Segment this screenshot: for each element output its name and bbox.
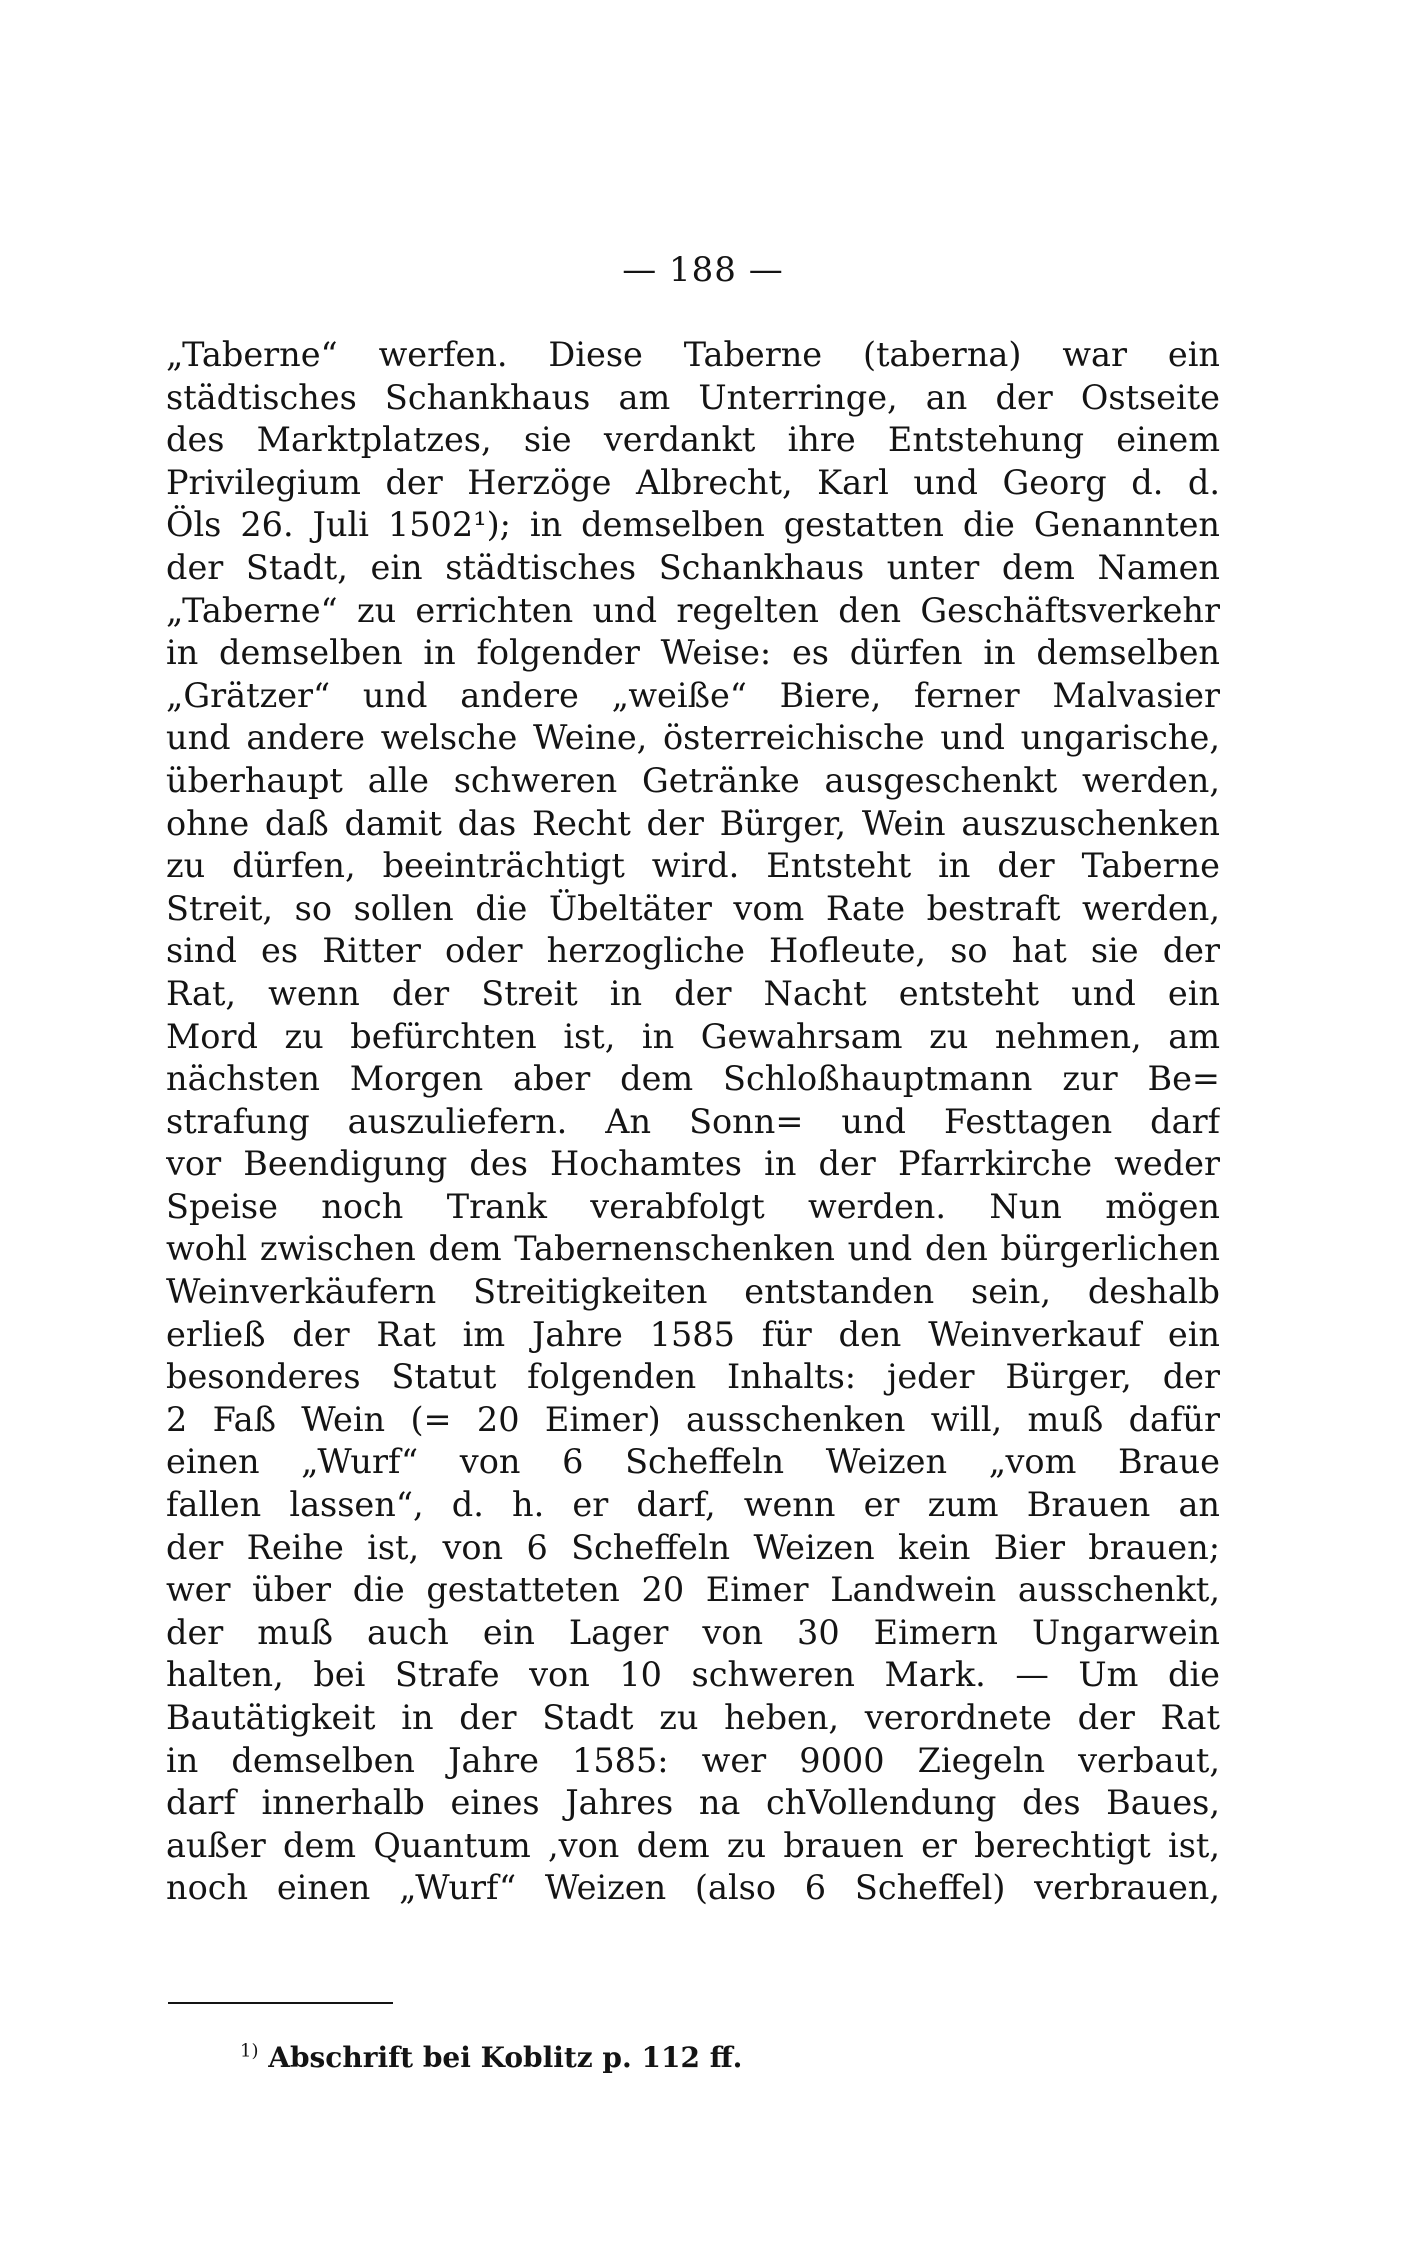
text-line: städtisches Schankhaus am Unterringe, an der Ostseite: [166, 377, 1220, 417]
footnote: [240, 2038, 742, 2078]
text-line: „Taberne“ zu errichten und regelten den Geschäftsverkehr: [166, 590, 1220, 630]
text-line: „Taberne“ werfen. Diese Taberne (taberna) war ein: [166, 335, 1220, 374]
text-line: „Grätzer“ und andere „weiße“ Biere, ferner Malvasier: [166, 675, 1220, 715]
footnote-marker: 1): [240, 2040, 259, 2062]
text-line: zu dürfen, beeinträchtigt wird. Entsteht in der Taberne: [166, 846, 1220, 886]
text-line: der Reihe ist, von 6 Scheffeln Weizen kein Bier brauen;: [166, 1527, 1220, 1567]
text-line: darf innerhalb eines Jahres na chVollendung des Baues,: [166, 1783, 1220, 1823]
text-line: Rat, wenn der Streit in der Nacht entsteht und ein: [166, 973, 1220, 1013]
text-line: des Marktplatzes, sie verdankt ihre Entstehung einem: [166, 420, 1220, 460]
text-line: Weinverkäufern Streitigkeiten entstanden sein, deshalb: [166, 1272, 1220, 1312]
text-line: Bautätigkeit in der Stadt zu heben, verordnete der Rat: [166, 1698, 1220, 1737]
text-line: erließ der Rat im Jahre 1585 für den Weinverkauf ein: [166, 1314, 1220, 1354]
text-line: der Stadt, ein städtisches Schankhaus unter dem Namen: [166, 547, 1220, 587]
body-text: [166, 334, 1220, 1910]
footnote-separator: [168, 2002, 393, 2004]
text-line: Streit, so sollen die Übeltäter vom Rate bestraft werden,: [166, 888, 1220, 928]
text-line: und andere welsche Weine, österreichische und ungarische,: [166, 718, 1220, 758]
text-line: noch einen „Wurf“ Weizen (also 6 Scheffel) verbrauen,: [166, 1868, 1220, 1908]
text-line: vor Beendigung des Hochamtes in der Pfarrkirche weder: [166, 1144, 1220, 1184]
text-line: ohne daß damit das Recht der Bürger, Wein auszuschenken: [166, 803, 1220, 843]
text-line: wer über die gestatteten 20 Eimer Landwein ausschenkt,: [166, 1570, 1220, 1610]
text-line: in demselben Jahre 1585: wer 9000 Ziegeln verbaut,: [166, 1740, 1220, 1780]
text-line: der muß auch ein Lager von 30 Eimern Ungarwein: [166, 1612, 1220, 1652]
text-line: außer dem Quantum ,von dem zu brauen er berechtigt ist,: [166, 1825, 1220, 1865]
text-line: nächsten Morgen aber dem Schloßhauptmann zur Be=: [166, 1059, 1220, 1099]
page-number: — 188 —: [622, 250, 784, 290]
text-line: überhaupt alle schweren Getränke ausgeschenkt werden,: [166, 760, 1220, 800]
footnote-text: Abschrift bei Koblitz p. 112 ff.: [268, 2041, 743, 2074]
text-line: Privilegium der Herzöge Albrecht, Karl und Georg d. d.: [166, 462, 1220, 502]
text-line: fallen lassen“, d. h. er darf, wenn er zum Brauen an: [166, 1485, 1220, 1525]
text-line: strafung auszuliefern. An Sonn= und Festtagen darf: [166, 1101, 1220, 1141]
text-line: in demselben in folgender Weise: es dürfen in demselben: [166, 633, 1220, 673]
text-line: besonderes Statut folgenden Inhalts: jeder Bürger, der: [166, 1357, 1220, 1397]
text-line: wohl zwischen dem Tabernenschenken und den bürgerlichen: [166, 1229, 1220, 1269]
text-line: halten, bei Strafe von 10 schweren Mark. — Um die: [166, 1655, 1220, 1695]
text-line: 2 Faß Wein (= 20 Eimer) ausschenken will, muß dafür: [166, 1399, 1220, 1439]
text-line: einen „Wurf“ von 6 Scheffeln Weizen „vom Braue: [166, 1442, 1220, 1482]
text-line: Öls 26. Juli 1502¹); in demselben gestatten die Genannten: [166, 505, 1220, 545]
text-line: Speise noch Trank verabfolgt werden. Nun mögen: [166, 1186, 1220, 1226]
text-line: sind es Ritter oder herzogliche Hofleute, so hat sie der: [166, 931, 1220, 971]
text-line: Mord zu befürchten ist, in Gewahrsam zu nehmen, am: [166, 1016, 1220, 1056]
